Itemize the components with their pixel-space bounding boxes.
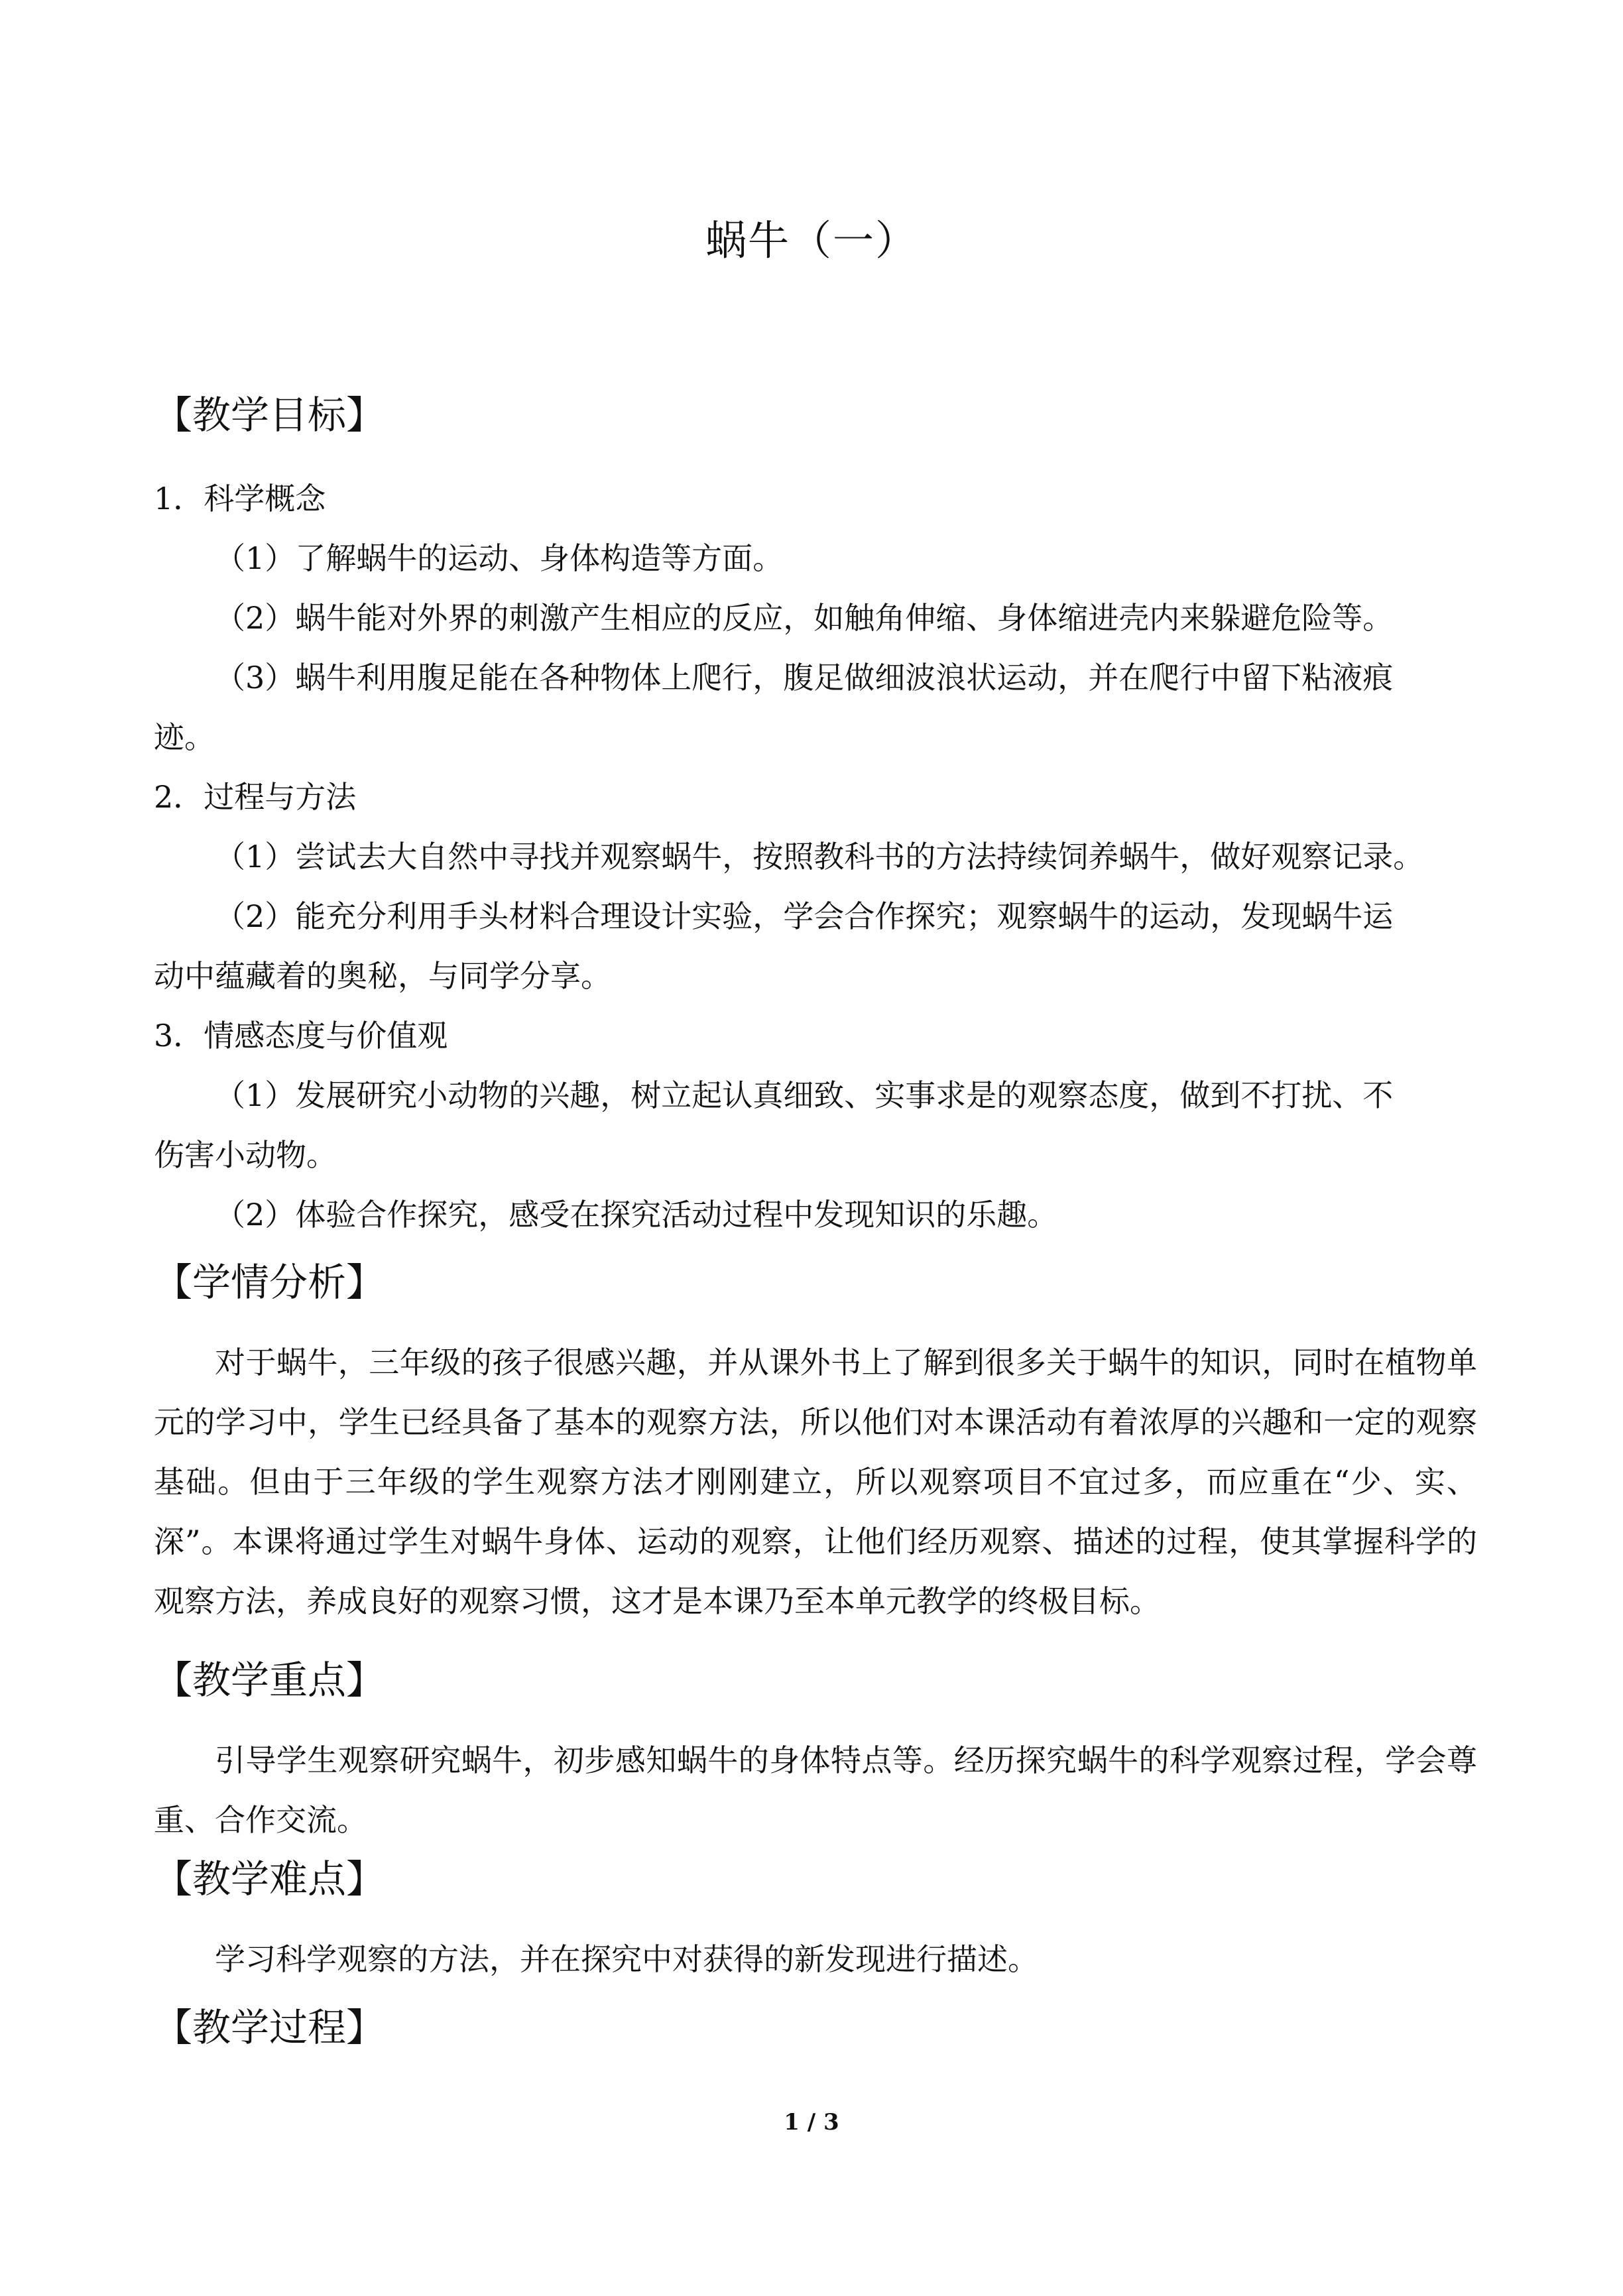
goal-item: （2）蜗牛能对外界的刺激产生相应的反应，如触角伸缩、身体缩进壳内来躲避危险等。 xyxy=(215,600,1394,636)
goal-item: （1）尝试去大自然中寻找并观察蜗牛，按照教科书的方法持续饲养蜗牛，做好观察记录。 xyxy=(215,839,1424,875)
student-analysis-paragraph: 对于蜗牛，三年级的孩子很感兴趣，并从课外书上了解到很多关于蜗牛的知识，同时在植物单元的学习中，学生已经具备了基本的观察方法，所以他们对本课活动有着浓厚的兴趣和一定的观察基础。但由于三年级的学生观察方法才刚刚建立，所以观察项目不宜过多，而应重在“少、实、深”。本课将通过学生对蜗牛身体、运动的观察，让他们经历观察、描述的过程，使其掌握科学的观察方法，养成良好的观察习惯，这才是本课乃至本单元教学的终极目标。 xyxy=(154,1345,1477,1619)
goal-item: （1）发展研究小动物的兴趣，树立起认真细致、实事求是的观察态度，做到不打扰、不 xyxy=(215,1077,1394,1113)
page-number: 1 / 3 xyxy=(784,2109,839,2136)
subsection-title-attitudes-values: 3．情感态度与价值观 xyxy=(154,1018,448,1054)
goal-item-continuation: 动中蕴藏着的奥秘，与同学分享。 xyxy=(154,958,611,994)
goal-item-continuation: 迹。 xyxy=(154,719,215,755)
goal-item: （2）体验合作探究，感受在探究活动过程中发现知识的乐趣。 xyxy=(215,1197,1058,1233)
subsection-title-science-concepts: 1．科学概念 xyxy=(154,481,326,516)
section-heading-student-analysis: 【学情分析】 xyxy=(154,1260,385,1305)
section-heading-teaching-process: 【教学过程】 xyxy=(154,2005,385,2050)
goal-item: （1）了解蜗牛的运动、身体构造等方面。 xyxy=(215,540,784,576)
subsection-title-process-methods: 2．过程与方法 xyxy=(154,779,357,815)
goal-item: （3）蜗牛利用腹足能在各种物体上爬行，腹足做细波浪状运动，并在爬行中留下粘液痕 xyxy=(215,660,1394,695)
goal-item-continuation: 伤害小动物。 xyxy=(154,1137,337,1173)
section-heading-teaching-goals: 【教学目标】 xyxy=(154,393,385,438)
section-heading-difficulties: 【教学难点】 xyxy=(154,1856,385,1902)
page-title: 蜗牛（一） xyxy=(705,216,918,265)
difficulties-paragraph: 学习科学观察的方法，并在探究中对获得的新发现进行描述。 xyxy=(215,1941,1038,1977)
section-heading-key-points: 【教学重点】 xyxy=(154,1658,385,1703)
key-points-paragraph: 引导学生观察研究蜗牛，初步感知蜗牛的身体特点等。经历探究蜗牛的科学观察过程，学会尊重、合作交流。 xyxy=(154,1742,1477,1838)
goal-item: （2）能充分利用手头材料合理设计实验，学会合作探究；观察蜗牛的运动，发现蜗牛运 xyxy=(215,898,1394,934)
